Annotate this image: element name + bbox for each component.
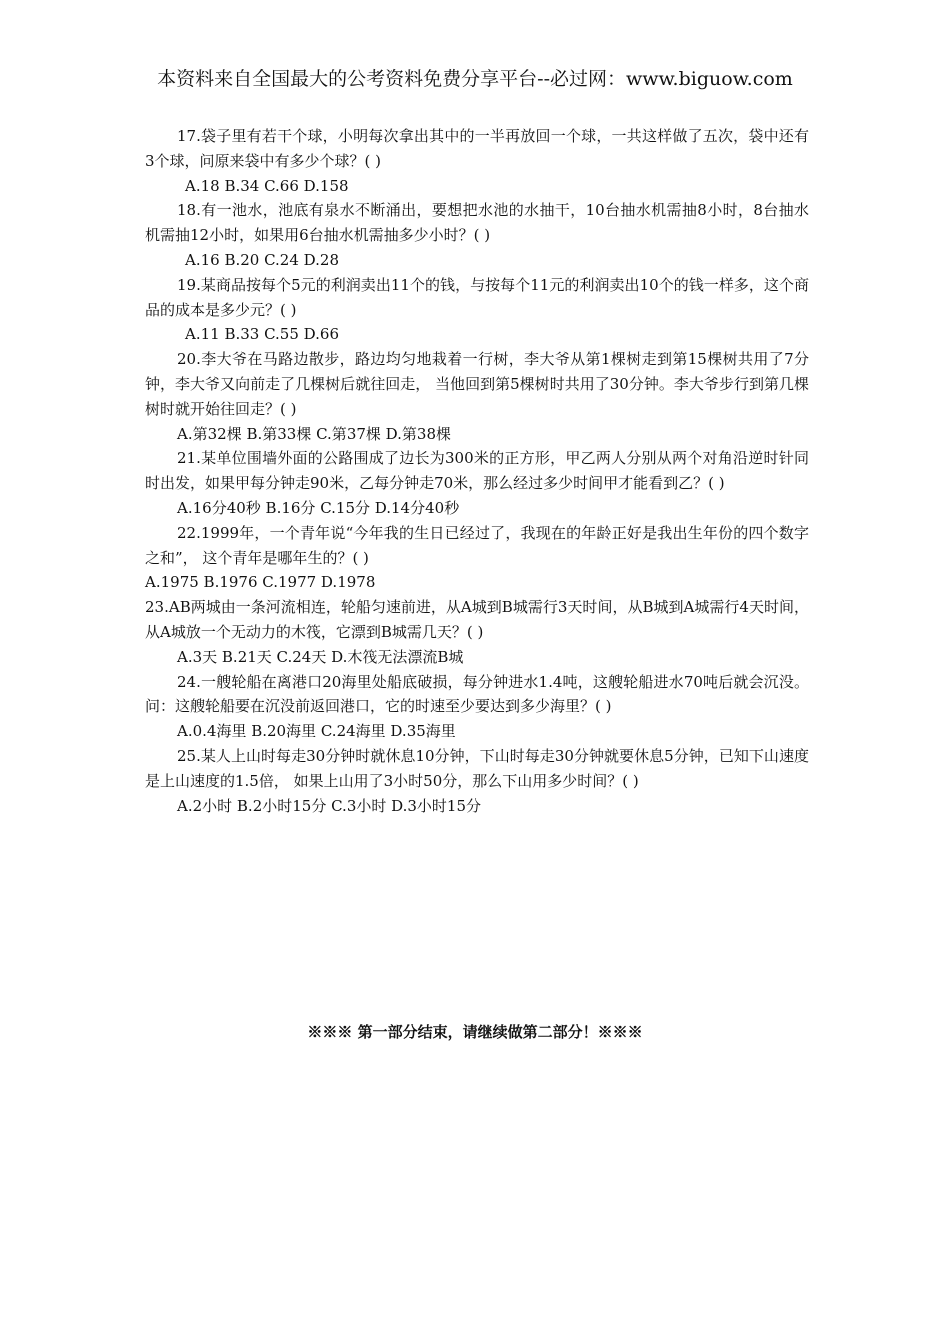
question-options: A.2小时 B.2小时15分 C.3小时 D.3小时15分 xyxy=(177,796,482,815)
question-24 xyxy=(145,670,809,744)
question-options: A.3天 B.21天 C.24天 D.木筏无法漂流B城 xyxy=(177,647,464,666)
question-options: A.第32棵 B.第33棵 C.第37棵 D.第38棵 xyxy=(177,424,452,443)
question-stem: 24.一艘轮船在离港口20海里处船底破损，每分钟进水1.4吨，这艘轮船进水70吨后就会沉没。问：这艘轮船要在沉没前返回港口，它的时速至少要达到多少海里？( ) xyxy=(145,672,809,716)
question-23 xyxy=(145,595,809,669)
question-stem: 18.有一池水，池底有泉水不断涌出，要想把水池的水抽干，10台抽水机需抽8小时，8台抽水机需抽12小时，如果用6台抽水机需抽多少小时？( ) xyxy=(145,201,809,245)
question-stem: 19.某商品按每个5元的利润卖出11个的钱，与按每个11元的利润卖出10个的钱一样多，这个商品的成本是多少元？( ) xyxy=(145,275,809,319)
question-options: A.0.4海里 B.20海里 C.24海里 D.35海里 xyxy=(177,722,456,741)
question-stem: 17.袋子里有若干个球，小明每次拿出其中的一半再放回一个球，一共这样做了五次，袋中还有3个球，问原来袋中有多少个球？( ) xyxy=(145,127,809,170)
question-25 xyxy=(145,744,809,818)
question-17 xyxy=(145,124,809,198)
question-list xyxy=(145,124,809,818)
question-20 xyxy=(145,347,809,446)
section-end-notice: ※※※ 第一部分结束，请继续做第二部分！※※※ xyxy=(307,1023,643,1041)
question-stem: 23.AB两城由一条河流相连，轮船匀速前进，从A城到B城需行3天时间，从B城到A城需行4天时间， 从A城放一个无动力的木筏，它漂到B城需几天？( ) xyxy=(145,598,809,641)
page-header: 本资料来自全国最大的公考资料免费分享平台--必过网：www.biguow.com xyxy=(157,68,793,90)
question-options: A.16分40秒 B.16分 C.15分 D.14分40秒 xyxy=(177,498,460,517)
question-stem: 25.某人上山时每走30分钟时就休息10分钟，下山时每走30分钟就要休息5分钟，已知下山速度是上山速度的1.5倍， 如果上山用了3小时50分，那么下山用多少时间？( ) xyxy=(145,746,809,790)
question-21 xyxy=(145,446,809,520)
question-options: A.18 B.34 C.66 D.158 xyxy=(185,176,349,195)
question-stem: 21.某单位围墙外面的公路围成了边长为300米的正方形，甲乙两人分别从两个对角沿逆时针同时出发，如果甲每分钟走90米，乙每分钟走70米，那么经过多少时间甲才能看到乙？( ) xyxy=(145,449,809,493)
question-18 xyxy=(145,198,809,272)
question-stem: 22.1999年，一个青年说“今年我的生日已经过了，我现在的年龄正好是我出生年份的四个数字之和”， 这个青年是哪年生的？( ) xyxy=(145,523,809,567)
question-options: A.11 B.33 C.55 D.66 xyxy=(185,325,340,344)
question-22 xyxy=(145,521,809,595)
question-stem: 20.李大爷在马路边散步，路边均匀地栽着一行树，李大爷从第1棵树走到第15棵树共用了7分钟，李大爷又向前走了几棵树后就往回走， 当他回到第5棵树时共用了30分钟。李大爷步行到第几棵树时就开始往回走？( ) xyxy=(145,350,809,418)
question-options: A.1975 B.1976 C.1977 D.1978 xyxy=(145,573,376,592)
question-options: A.16 B.20 C.24 D.28 xyxy=(185,250,340,269)
question-19 xyxy=(145,273,809,347)
